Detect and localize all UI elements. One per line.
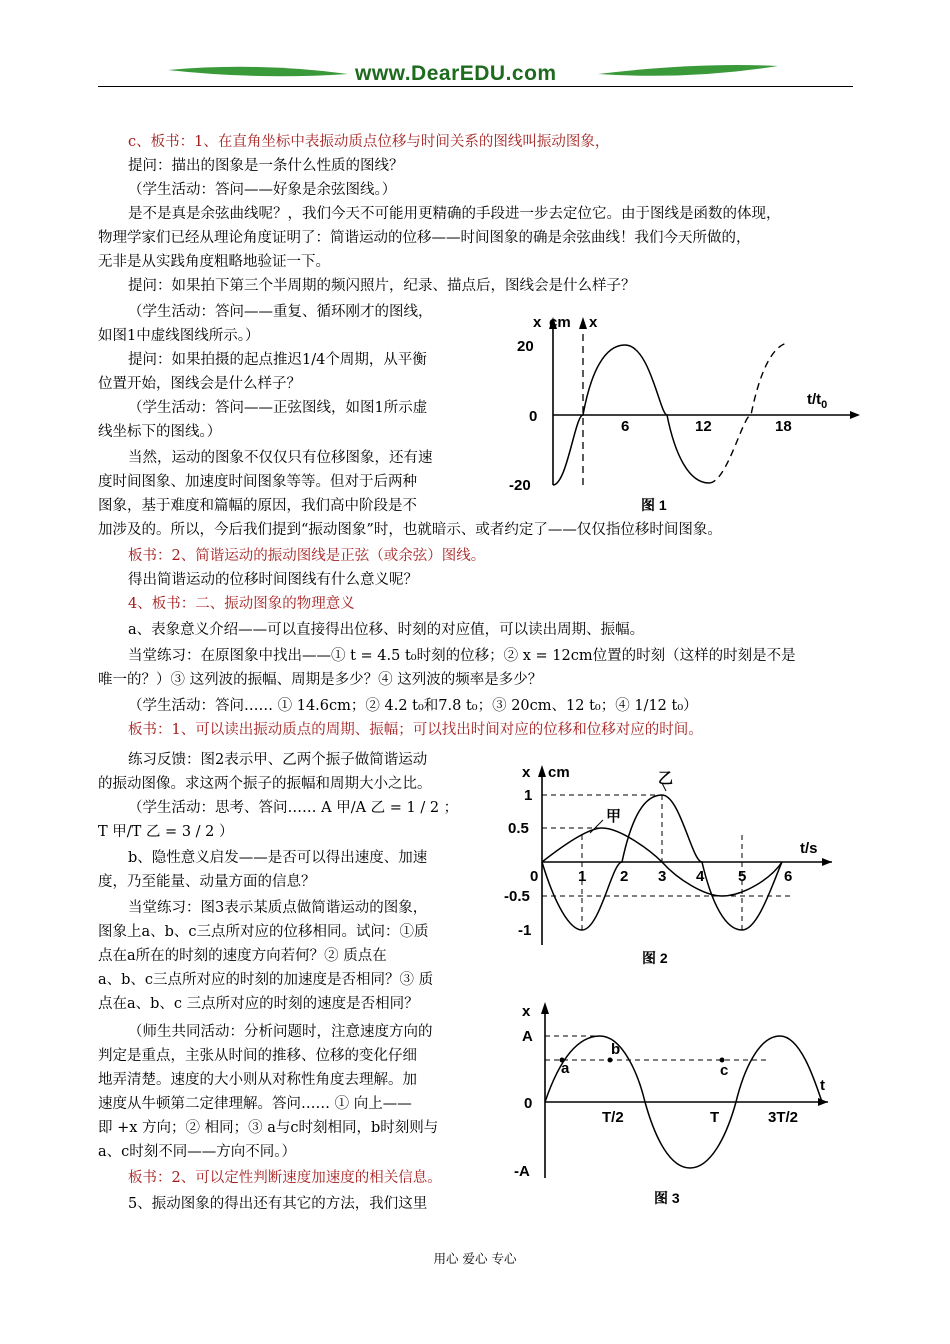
left-leaf-decoration: [168, 67, 348, 76]
text-line: 得出简谐运动的位移时间图线有什么意义呢？: [128, 572, 418, 588]
right-leaf-decoration: [598, 65, 778, 76]
text-line: b、隐性意义启发——是否可以得出速度、加速: [128, 850, 428, 866]
text-line: （学生活动：思考、答问…… A 甲/A 乙 = 1 / 2 ；: [128, 800, 459, 816]
text-line: 即 +x 方向；② 相同；③ a与c时刻相同，b时刻则与: [98, 1120, 439, 1136]
text-line: 判定是重点，主张从时间的推移、位移的变化仔细: [98, 1048, 417, 1064]
text-line: 点在a、b、c 三点所对应的时刻的速度是否相同？: [98, 996, 419, 1012]
text-line: （学生活动：答问——重复、循环刚才的图线，: [128, 304, 433, 320]
board-note-line: 板书：2、可以定性判断速度加速度的相关信息。: [128, 1170, 442, 1186]
fig2-ytick: 1: [524, 787, 533, 804]
fig2-ytick: 0.5: [508, 820, 529, 837]
fig3-caption: 图 3: [654, 1190, 680, 1206]
text-line: 唯一的？）③ 这列波的振幅、周期是多少？④ 这列波的频率是多少？: [98, 672, 543, 688]
text-line: 速度从牛顿第二定律理解。答问…… ① 向上——: [98, 1096, 412, 1112]
text-line: 线坐标下的图线。）: [98, 424, 222, 440]
fig3-point-label: b: [611, 1041, 621, 1058]
text-line: （师生共同活动：分析问题时，注意速度方向的: [128, 1024, 433, 1040]
text-line: 提问：如果拍摄的起点推迟1/4个周期，从平衡: [128, 352, 427, 368]
fig1-ylabel2: x: [589, 314, 598, 331]
fig3-ytick: A: [522, 1028, 533, 1045]
fig3-ylabel: x: [522, 1003, 531, 1020]
fig1-ytick: 20: [517, 338, 534, 355]
text-line: 物理学家们已经从理论角度证明了：简谐运动的位移——时间图象的确是余弦曲线！我们今天所做的，: [98, 230, 751, 246]
text-line: 点在a所在的时刻的速度方向若何？② 质点在: [98, 948, 387, 964]
board-note-line: 板书：1、可以读出振动质点的周期、振幅；可以找出时间对应的位移和位移对应的时间。: [128, 722, 703, 738]
fig2-ylabel: x: [522, 764, 531, 781]
fig1-dashed-curve: [709, 343, 787, 483]
fig2-ytick: 0: [530, 868, 539, 885]
fig2-xtick: 4: [696, 868, 705, 885]
fig1-ytick: 0: [529, 408, 538, 425]
text-line: a、c时刻不同——方向不同。）: [98, 1144, 297, 1160]
text-line: a、表象意义介绍——可以直接得出位移、时刻的对应值，可以读出周期、振幅。: [128, 622, 645, 638]
fig1-unit: cm: [549, 314, 571, 331]
fig3-point-label: a: [561, 1060, 570, 1077]
board-note-line: 板书：2、简谐运动的振动图线是正弦（或余弦）图线。: [128, 548, 486, 564]
fig1-xlabel: $t/t_0$: [807, 391, 828, 411]
fig2-xtick: 5: [738, 868, 747, 885]
site-logo-text: www.DearEDU.com: [355, 62, 557, 85]
fig3-xtick: T/2: [602, 1109, 624, 1126]
text-line: 练习反馈：图2表示甲、乙两个振子做简谐运动: [128, 752, 428, 768]
text-line: a、b、c三点所对应的时刻的加速度是否相同？③ 质: [98, 972, 434, 988]
header-divider: [98, 86, 853, 87]
text-line: 无非是从实践角度粗略地验证一下。: [98, 254, 330, 270]
text-line: 5、振动图象的得出还有其它的方法，我们这里: [128, 1196, 428, 1212]
board-note-line: c、板书：1、在直角坐标中表振动质点位移与时间关系的图线叫振动图象，: [128, 134, 610, 150]
text-line: （学生活动：答问…… ① 14.6cm；② 4.2 t₀和7.8 t₀；③ 20cm、12 t₀；④ 1/12 t₀）: [128, 698, 698, 714]
fig1-xtick: 18: [775, 418, 792, 435]
text-line: 度时间图象、加速度时间图象等等。但对于后两种: [98, 474, 417, 490]
fig2-xtick: 6: [784, 868, 793, 885]
fig2-xtick: 3: [658, 868, 667, 885]
text-line: 的振动图像。求这两个振子的振幅和周期大小之比。: [98, 776, 432, 792]
fig3-xtick: 3T/2: [768, 1109, 799, 1126]
text-line: T 甲/T 乙 = 3 / 2 ）: [98, 824, 234, 840]
text-line: 加涉及的。所以，今后我们提到“振动图象”时，也就暗示、或者约定了——仅仅指位移时间图象。: [98, 522, 722, 538]
board-note-line: 4、板书：二、振动图象的物理意义: [128, 596, 355, 612]
fig3-ytick: -A: [514, 1163, 530, 1180]
fig1-xtick: 12: [695, 418, 712, 435]
fig1-ylabel: x: [533, 314, 542, 331]
text-line: 图象上a、b、c三点所对应的位移相同。试问：①质: [98, 924, 429, 940]
text-line: 提问：描出的图象是一条什么性质的图线？: [128, 158, 404, 174]
fig3-point-label: c: [720, 1062, 729, 1079]
fig2-caption: 图 2: [642, 950, 668, 966]
fig1-ytick: -20: [509, 477, 531, 494]
text-line: 提问：如果拍下第三个半周期的频闪照片，纪录、描点后，图线会是什么样子？: [128, 278, 636, 294]
figure-2: [500, 755, 840, 970]
fig2-ytick: -0.5: [504, 888, 530, 905]
fig2-xtick: 1: [578, 868, 587, 885]
fig2-xtick: 2: [620, 868, 629, 885]
text-line: 是不是真是余弦曲线呢？，我们今天不可能用更精确的手段进一步去定位它。由于图线是函数的体现，: [128, 206, 781, 222]
fig2-series-label: 乙: [658, 770, 674, 787]
text-line: 当然，运动的图象不仅仅只有位移图象，还有速: [128, 450, 433, 466]
fig2-xlabel: t/s: [800, 840, 818, 857]
fig2-series-label: 甲: [606, 808, 622, 825]
text-line: 图象，基于难度和篇幅的原因，我们高中阶段是不: [98, 498, 417, 514]
text-line: 地弄清楚。速度的大小则从对称性角度去理解。加: [98, 1072, 417, 1088]
text-line: 度，乃至能量、动量方面的信息？: [98, 874, 316, 890]
fig1-caption: 图 1: [641, 497, 667, 513]
text-line: 位置开始，图线会是什么样子？: [98, 376, 301, 392]
text-line: 如图1中虚线图线所示。）: [98, 328, 260, 344]
figure-1: [505, 305, 865, 520]
text-line: 当堂练习：在原图象中找出——① t = 4.5 t₀时刻的位移；② x = 12cm位置的时刻（这样的时刻是不是: [128, 648, 796, 664]
fig2-ytick: -1: [518, 922, 532, 939]
text-line: （学生活动：答问——好象是余弦图线。）: [128, 182, 397, 198]
fig3-xlabel: t: [820, 1077, 825, 1094]
fig3-ytick: 0: [524, 1095, 533, 1112]
page-footer: 用心 爱心 专心: [433, 1251, 517, 1266]
fig1-xtick: 6: [621, 418, 630, 435]
fig3-xtick: T: [710, 1109, 720, 1126]
text-line: 当堂练习：图3表示某质点做简谐运动的图象，: [128, 900, 428, 916]
figure-3: [510, 998, 840, 1213]
fig2-unit: cm: [548, 764, 570, 781]
text-line: （学生活动：答问——正弦图线，如图1所示虚: [128, 400, 428, 416]
